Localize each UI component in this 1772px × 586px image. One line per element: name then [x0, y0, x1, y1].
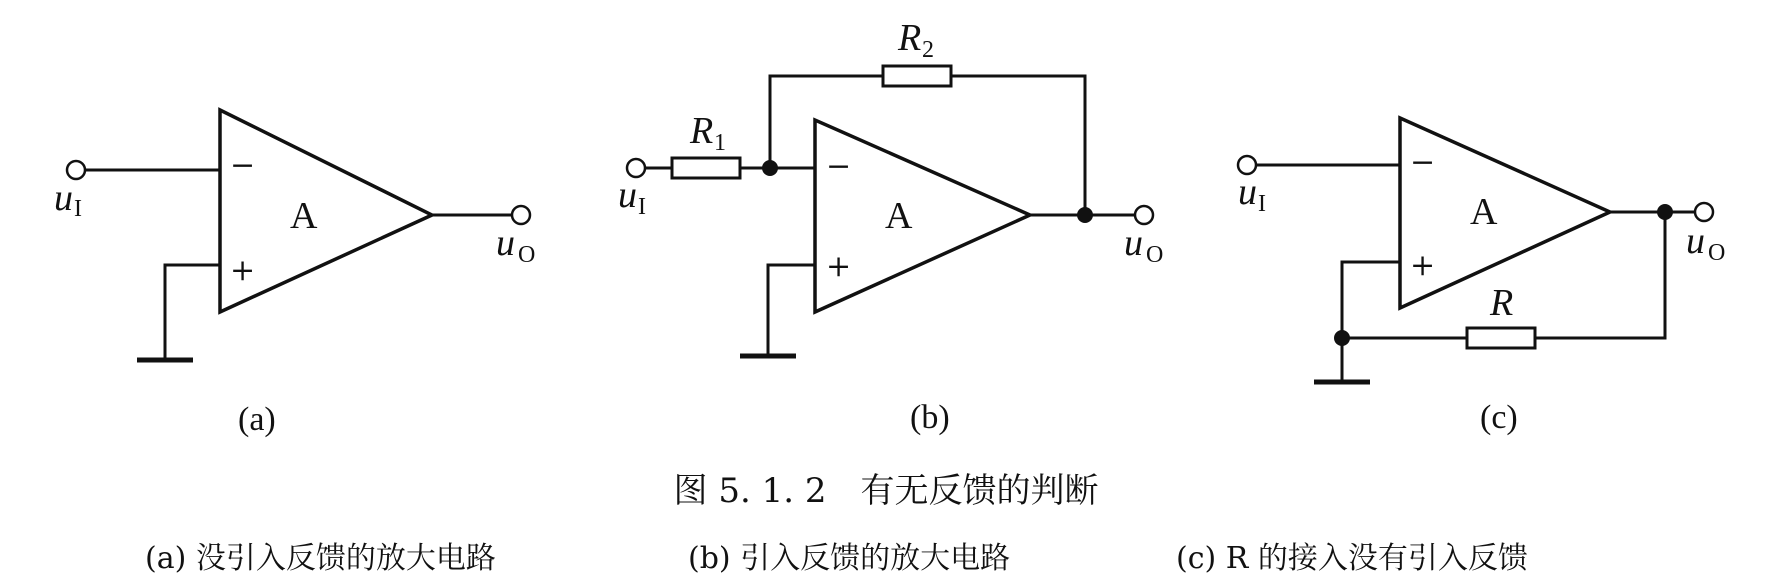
junction-node-input-b [762, 160, 778, 176]
plus-sign-c: + [1410, 248, 1436, 283]
feedback-wire-right [951, 76, 1085, 215]
junction-node-ground-c [1334, 330, 1350, 346]
r1-sub: 1 [714, 130, 726, 156]
plus-sign-b: + [826, 249, 852, 284]
input-label-a: u [54, 177, 73, 219]
r2-sub: 2 [922, 37, 934, 63]
input-label-c: u [1238, 171, 1257, 213]
output-sub-a: O [518, 242, 536, 268]
minus-sign-c: − [1410, 145, 1436, 180]
output-label-b: u [1124, 222, 1143, 264]
r-wire-right [1535, 212, 1665, 338]
resistor-r [1467, 328, 1535, 348]
junction-node-output-c [1657, 204, 1673, 220]
caption-b: (b) 引入反馈的放大电路 [688, 541, 1011, 576]
circuit-a [54, 110, 535, 438]
input-label-b: u [618, 174, 637, 216]
plus-sign-a: + [230, 253, 256, 288]
input-sub-b: I [638, 194, 646, 220]
ground-wire-c [1342, 262, 1400, 382]
figure-title: 图 5. 1. 2 有无反馈的判断 [673, 471, 1099, 511]
amp-label-c: A [1470, 191, 1498, 233]
circuit-b [618, 17, 1163, 436]
ground-wire-b [768, 265, 815, 356]
junction-node-output-b [1077, 207, 1093, 223]
minus-sign-a: − [230, 148, 256, 183]
ground-wire-a [165, 265, 220, 360]
tag-a: (a) [238, 401, 276, 438]
caption-a: (a) 没引入反馈的放大电路 [145, 541, 496, 576]
r1-label: R [690, 110, 714, 152]
output-terminal-c [1695, 203, 1713, 221]
r-label: R [1490, 282, 1514, 324]
resistor-r2 [883, 66, 951, 86]
tag-c: (c) [1480, 399, 1518, 436]
output-label-c: u [1686, 220, 1705, 262]
input-sub-c: I [1258, 191, 1266, 217]
amp-label-b: A [885, 195, 913, 237]
tag-b: (b) [910, 399, 950, 436]
resistor-r1 [672, 158, 740, 178]
circuit-c [1238, 118, 1725, 436]
output-sub-b: O [1146, 242, 1164, 268]
output-sub-c: O [1708, 240, 1726, 266]
minus-sign-b: − [826, 149, 852, 184]
r2-label: R [898, 17, 922, 59]
caption-c: (c) R 的接入没有引入反馈 [1176, 541, 1528, 576]
output-label-a: u [496, 222, 515, 264]
input-sub-a: I [74, 196, 82, 222]
amp-label-a: A [290, 195, 318, 237]
